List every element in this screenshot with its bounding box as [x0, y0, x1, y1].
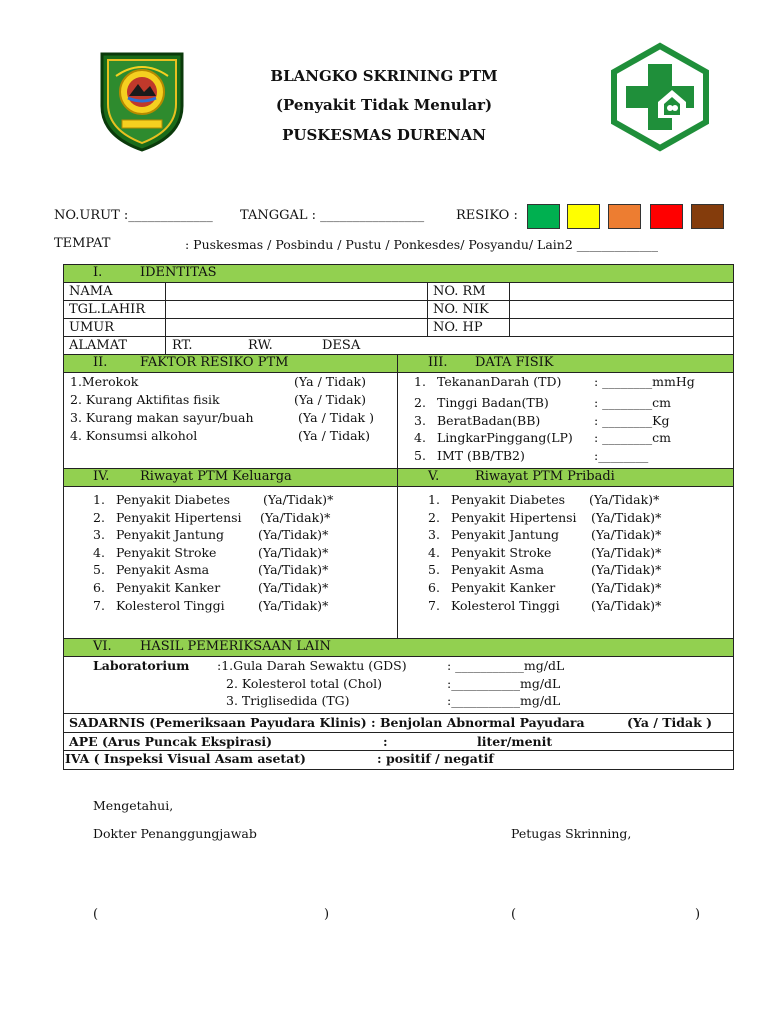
- no-rm-label: NO. RM: [433, 284, 486, 299]
- keluarga-num: 5.: [93, 562, 105, 577]
- resiko-label: RESIKO :: [456, 208, 518, 223]
- rw-label[interactable]: RW.: [248, 338, 273, 353]
- faktor-item: 3. Kurang makan sayur/buah: [70, 410, 254, 425]
- faktor-answer[interactable]: (Ya / Tidak ): [298, 410, 374, 425]
- pribadi-item: Penyakit Stroke: [451, 545, 552, 560]
- pribadi-num: 3.: [428, 527, 440, 542]
- fisik-value[interactable]: :________: [594, 448, 649, 463]
- keluarga-item: Penyakit Kanker: [116, 580, 221, 595]
- keluarga-num: 3.: [93, 527, 105, 542]
- ape-colon: :: [383, 734, 388, 749]
- sadarnis-answer[interactable]: (Ya / Tidak ): [627, 715, 713, 730]
- faktor-item: 2. Kurang Aktifitas fisik: [70, 392, 220, 407]
- keluarga-num: 6.: [93, 580, 105, 595]
- keluarga-num: 4.: [93, 545, 105, 560]
- fisik-item: Tinggi Badan(TB): [437, 395, 549, 410]
- fisik-num: 3.: [414, 413, 426, 428]
- fisik-num: 4.: [414, 430, 426, 445]
- keluarga-num: 1.: [93, 492, 105, 507]
- no-nik-label: NO. NIK: [433, 302, 489, 317]
- hasil-num: VI.: [93, 639, 112, 654]
- resiko-orange-swatch[interactable]: [608, 204, 641, 229]
- fisik-title: DATA FISIK: [475, 355, 554, 370]
- fisik-value[interactable]: : ________cm: [594, 430, 672, 445]
- fisik-num: 1.: [414, 374, 426, 389]
- no-hp-input[interactable]: [510, 319, 733, 336]
- resiko-yellow-swatch[interactable]: [567, 204, 600, 229]
- lab-label: Laboratorium: [93, 658, 190, 673]
- pribadi-item: Penyakit Hipertensi: [451, 510, 577, 525]
- resiko-red-swatch[interactable]: [650, 204, 683, 229]
- faktor-num: II.: [93, 355, 108, 370]
- pribadi-num: 6.: [428, 580, 440, 595]
- keluarga-answer[interactable]: (Ya/Tidak)*: [258, 545, 329, 560]
- mengetahui-label: Mengetahui,: [93, 798, 174, 813]
- faktor-answer[interactable]: (Ya / Tidak): [294, 374, 367, 389]
- fisik-item: LingkarPinggang(LP): [437, 430, 573, 445]
- fisik-value[interactable]: : ________mmHg: [594, 374, 695, 389]
- title-line-3: PUSKESMAS DURENAN: [282, 126, 486, 144]
- lab-value[interactable]: :___________mg/dL: [447, 693, 561, 708]
- dokter-sign-open: (: [93, 907, 99, 922]
- faktor-item: 1.Merokok: [70, 374, 139, 389]
- keluarga-answer[interactable]: (Ya/Tidak)*: [263, 492, 334, 507]
- pribadi-answer[interactable]: (Ya/Tidak)*: [591, 562, 662, 577]
- fisik-num: III.: [428, 355, 448, 370]
- dokter-sign-close: ): [324, 907, 330, 922]
- keluarga-item: Kolesterol Tinggi: [116, 598, 225, 613]
- faktor-answer[interactable]: (Ya / Tidak): [298, 428, 371, 443]
- ape-label: APE (Arus Puncak Ekspirasi): [69, 734, 273, 749]
- pribadi-num: V.: [428, 469, 440, 484]
- keluarga-answer[interactable]: (Ya/Tidak)*: [258, 562, 329, 577]
- keluarga-answer[interactable]: (Ya/Tidak)*: [258, 527, 329, 542]
- alamat-label: ALAMAT: [69, 338, 128, 353]
- keluarga-item: Penyakit Jantung: [116, 527, 225, 542]
- lab-value[interactable]: :___________mg/dL: [447, 676, 561, 691]
- pribadi-answer[interactable]: (Ya/Tidak)*: [591, 598, 662, 613]
- tgl-lahir-input[interactable]: [166, 301, 426, 318]
- keluarga-answer[interactable]: (Ya/Tidak)*: [258, 580, 329, 595]
- pribadi-item: Penyakit Jantung: [451, 527, 560, 542]
- identitas-num: I.: [93, 265, 103, 280]
- title-line-2: (Penyakit Tidak Menular): [275, 96, 493, 114]
- lab-item: 3. Triglisedida (TG): [226, 693, 350, 708]
- petugas-label: Petugas Skrinning,: [511, 826, 632, 841]
- pribadi-num: 2.: [428, 510, 440, 525]
- keluarga-title: Riwayat PTM Keluarga: [140, 469, 292, 484]
- pribadi-item: Penyakit Asma: [451, 562, 545, 577]
- pribadi-num: 5.: [428, 562, 440, 577]
- fisik-item: BeratBadan(BB): [437, 413, 541, 428]
- pribadi-answer[interactable]: (Ya/Tidak)*: [591, 510, 662, 525]
- keluarga-num: 7.: [93, 598, 105, 613]
- tempat-label: TEMPAT: [54, 236, 111, 251]
- umur-input[interactable]: [166, 319, 426, 336]
- keluarga-num: 2.: [93, 510, 105, 525]
- iva-label: IVA ( Inspeksi Visual Asam asetat): [65, 751, 306, 766]
- pribadi-answer[interactable]: (Ya/Tidak)*: [591, 527, 662, 542]
- title-line-1: BLANGKO SKRINING PTM: [270, 67, 498, 85]
- fisik-value[interactable]: : ________Kg: [594, 413, 670, 428]
- fisik-item: IMT (BB/TB2): [437, 448, 525, 463]
- nama-input[interactable]: [166, 283, 426, 300]
- fisik-header: [398, 355, 733, 372]
- lab-item: :1.Gula Darah Sewaktu (GDS): [217, 658, 407, 673]
- pribadi-answer[interactable]: (Ya/Tidak)*: [591, 545, 662, 560]
- pribadi-num: 7.: [428, 598, 440, 613]
- pribadi-item: Penyakit Diabetes: [451, 492, 566, 507]
- petugas-sign-open: (: [511, 907, 517, 922]
- pribadi-answer[interactable]: (Ya/Tidak)*: [591, 580, 662, 595]
- keluarga-num: IV.: [93, 469, 110, 484]
- keluarga-item: Penyakit Stroke: [116, 545, 217, 560]
- fisik-value[interactable]: : ________cm: [594, 395, 672, 410]
- rt-label[interactable]: RT.: [172, 338, 193, 353]
- hasil-title: HASIL PEMERIKSAAN LAIN: [140, 639, 331, 654]
- keluarga-answer[interactable]: (Ya/Tidak)*: [258, 598, 329, 613]
- sadarnis-label: SADARNIS (Pemeriksaan Payudara Klinis) : Benjolan Abnormal Payudara: [69, 715, 585, 730]
- lab-value[interactable]: : ___________mg/dL: [447, 658, 565, 673]
- tempat-options[interactable]: : Puskesmas / Posbindu / Pustu / Ponkesdes/ Posyandu/ Lain2 _____________: [185, 237, 659, 252]
- faktor-title: FAKTOR RESIKO PTM: [140, 355, 289, 370]
- nama-label: NAMA: [69, 284, 113, 299]
- umur-label: UMUR: [69, 320, 115, 335]
- identitas-title: IDENTITAS: [140, 265, 217, 280]
- fisik-num: 5.: [414, 448, 426, 463]
- no-hp-label: NO. HP: [433, 320, 483, 335]
- no-urut-field[interactable]: NO.URUT :_____________: [54, 208, 213, 223]
- faktor-answer[interactable]: (Ya / Tidak): [294, 392, 367, 407]
- desa-label[interactable]: DESA: [322, 338, 361, 353]
- faktor-item: 4. Konsumsi alkohol: [70, 428, 198, 443]
- no-nik-input[interactable]: [510, 301, 733, 318]
- fisik-item: TekananDarah (TD): [437, 374, 562, 389]
- dokter-label: Dokter Penanggungjawab: [93, 826, 257, 841]
- keluarga-answer[interactable]: (Ya/Tidak)*: [260, 510, 331, 525]
- pribadi-answer[interactable]: (Ya/Tidak)*: [589, 492, 660, 507]
- resiko-brown-swatch[interactable]: [691, 204, 724, 229]
- pribadi-item: Kolesterol Tinggi: [451, 598, 560, 613]
- pribadi-num: 4.: [428, 545, 440, 560]
- no-rm-input[interactable]: [510, 283, 733, 300]
- resiko-green-swatch[interactable]: [527, 204, 560, 229]
- petugas-sign-close: ): [695, 907, 701, 922]
- tgl-lahir-label: TGL.LAHIR: [69, 302, 146, 317]
- keluarga-item: Penyakit Hipertensi: [116, 510, 242, 525]
- pribadi-num: 1.: [428, 492, 440, 507]
- keluarga-item: Penyakit Diabetes: [116, 492, 231, 507]
- pribadi-item: Penyakit Kanker: [451, 580, 556, 595]
- iva-answer[interactable]: : positif / negatif: [377, 751, 494, 766]
- fisik-num: 2.: [414, 395, 426, 410]
- lab-item: 2. Kolesterol total (Chol): [226, 676, 383, 691]
- tanggal-field[interactable]: TANGGAL : ________________: [240, 208, 425, 223]
- keluarga-item: Penyakit Asma: [116, 562, 210, 577]
- ape-unit[interactable]: liter/menit: [477, 734, 553, 749]
- pribadi-title: Riwayat PTM Pribadi: [475, 469, 615, 484]
